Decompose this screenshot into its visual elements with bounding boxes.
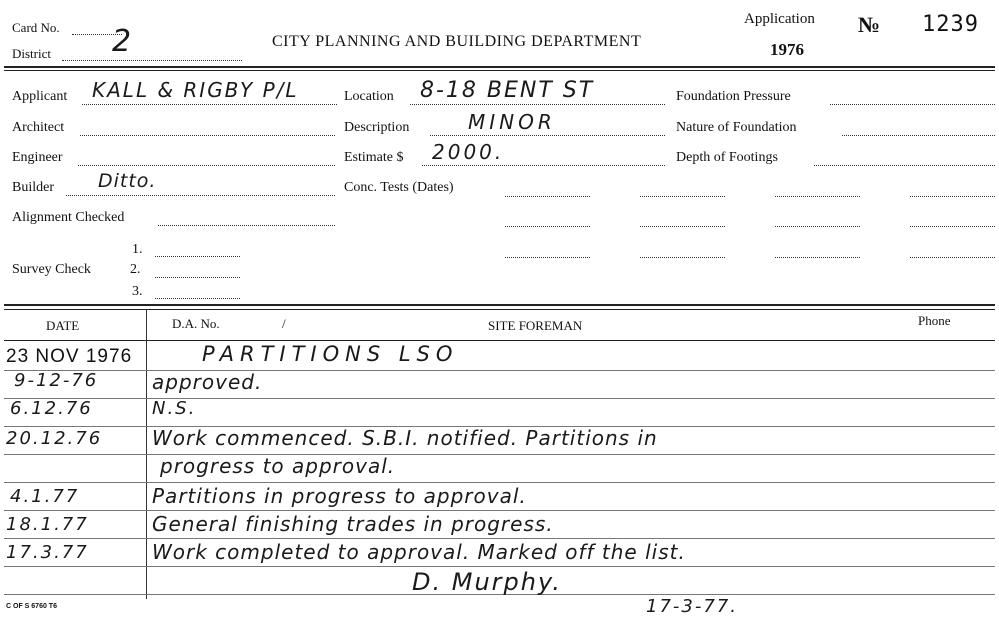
alignment-label: Alignment Checked: [12, 210, 125, 225]
conc-tests-label: Conc. Tests (Dates): [344, 180, 454, 195]
district-value: 2: [112, 24, 136, 59]
survey-num-3: 3.: [132, 284, 143, 299]
log-header-divider: [4, 340, 995, 341]
survey-line-2: [155, 277, 240, 278]
conc-line: [640, 196, 725, 197]
row-rule: [4, 482, 995, 483]
conc-line: [505, 226, 590, 227]
estimate-value: 2000.: [432, 140, 505, 164]
location-value: 8-18 BENT ST: [420, 78, 595, 103]
builder-value: Ditto.: [98, 170, 157, 192]
log-top-border-2: [4, 309, 995, 310]
engineer-line: [78, 165, 335, 166]
signature: D. Murphy.: [412, 568, 562, 596]
conc-line: [910, 196, 995, 197]
survey-line-3: [155, 298, 240, 299]
engineer-label: Engineer: [12, 150, 63, 165]
conc-line: [505, 196, 590, 197]
entry-date: 18.1.77: [6, 514, 89, 535]
conc-line: [640, 257, 725, 258]
applicant-line: [82, 104, 337, 105]
conc-line: [910, 257, 995, 258]
header-divider: [4, 66, 995, 68]
estimate-label: Estimate $: [344, 150, 404, 165]
alignment-line: [158, 225, 335, 226]
entry-text: General finishing trades in progress.: [152, 512, 554, 536]
conc-line: [775, 196, 860, 197]
form-code: C OF S 6760 T6: [6, 603, 57, 610]
application-year: 1976: [770, 40, 804, 59]
col-date: DATE: [46, 318, 80, 333]
architect-line: [80, 135, 335, 136]
location-label: Location: [344, 89, 394, 104]
row-rule: [4, 538, 995, 539]
nature-foundation-line: [842, 135, 995, 136]
col-slash: /: [282, 316, 286, 331]
location-line: [410, 104, 665, 105]
foundation-pressure-line: [830, 104, 995, 105]
survey-num-1: 1.: [132, 242, 143, 257]
entry-text: approved.: [152, 370, 263, 394]
description-line: [430, 135, 665, 136]
nature-foundation-label: Nature of Foundation: [676, 120, 797, 135]
entry-date: 17.3.77: [6, 542, 89, 563]
conc-line: [640, 226, 725, 227]
survey-line-1: [155, 256, 240, 257]
entry-text: Work commenced. S.B.I. notified. Partitions in: [152, 426, 658, 450]
number-sign: №: [858, 12, 881, 37]
applicant-value: KALL & RIGBY P/L: [92, 78, 299, 102]
district-line: [62, 60, 242, 61]
builder-label: Builder: [12, 180, 54, 195]
entry-date: 9-12-76: [14, 370, 99, 391]
entry-date: 4.1.77: [10, 486, 80, 507]
conc-line: [775, 226, 860, 227]
conc-line: [505, 257, 590, 258]
col-phone: Phone: [918, 313, 951, 328]
district-label: District: [12, 46, 51, 61]
entry-text: PARTITIONS LSO: [202, 342, 459, 366]
builder-line: [66, 195, 335, 196]
entry-text: N.S.: [152, 398, 197, 419]
depth-footings-line: [814, 165, 995, 166]
header-divider-2: [4, 70, 995, 71]
description-value: MINOR: [468, 110, 556, 134]
card-no-label: Card No.: [12, 20, 60, 35]
entry-text: Partitions in progress to approval.: [152, 484, 527, 508]
entry-date: 6.12.76: [10, 398, 93, 419]
entry-text: progress to approval.: [160, 454, 396, 478]
col-da-no: D.A. No.: [172, 316, 220, 331]
depth-footings-label: Depth of Footings: [676, 150, 778, 165]
architect-label: Architect: [12, 120, 65, 135]
log-top-border: [4, 304, 995, 306]
row-rule: [4, 566, 995, 567]
survey-label: Survey Check: [12, 262, 91, 277]
row-rule: [4, 510, 995, 511]
entry-date: 20.12.76: [6, 428, 103, 449]
col-site-foreman: SITE FOREMAN: [488, 318, 583, 333]
row-rule: [4, 454, 995, 455]
applicant-label: Applicant: [12, 89, 68, 104]
description-label: Description: [344, 120, 410, 135]
application-label: Application: [744, 11, 815, 27]
foundation-pressure-label: Foundation Pressure: [676, 89, 791, 104]
department-title: CITY PLANNING AND BUILDING DEPARTMENT: [272, 33, 642, 50]
signature-date: 17-3-77.: [646, 596, 738, 617]
entry-date: 23 NOV 1976: [6, 346, 133, 367]
conc-line: [775, 257, 860, 258]
entry-text: Work completed to approval. Marked off the list.: [152, 540, 686, 564]
application-number: 1239: [922, 12, 979, 37]
survey-num-2: 2.: [130, 262, 141, 277]
conc-line: [910, 226, 995, 227]
estimate-line: [422, 165, 665, 166]
